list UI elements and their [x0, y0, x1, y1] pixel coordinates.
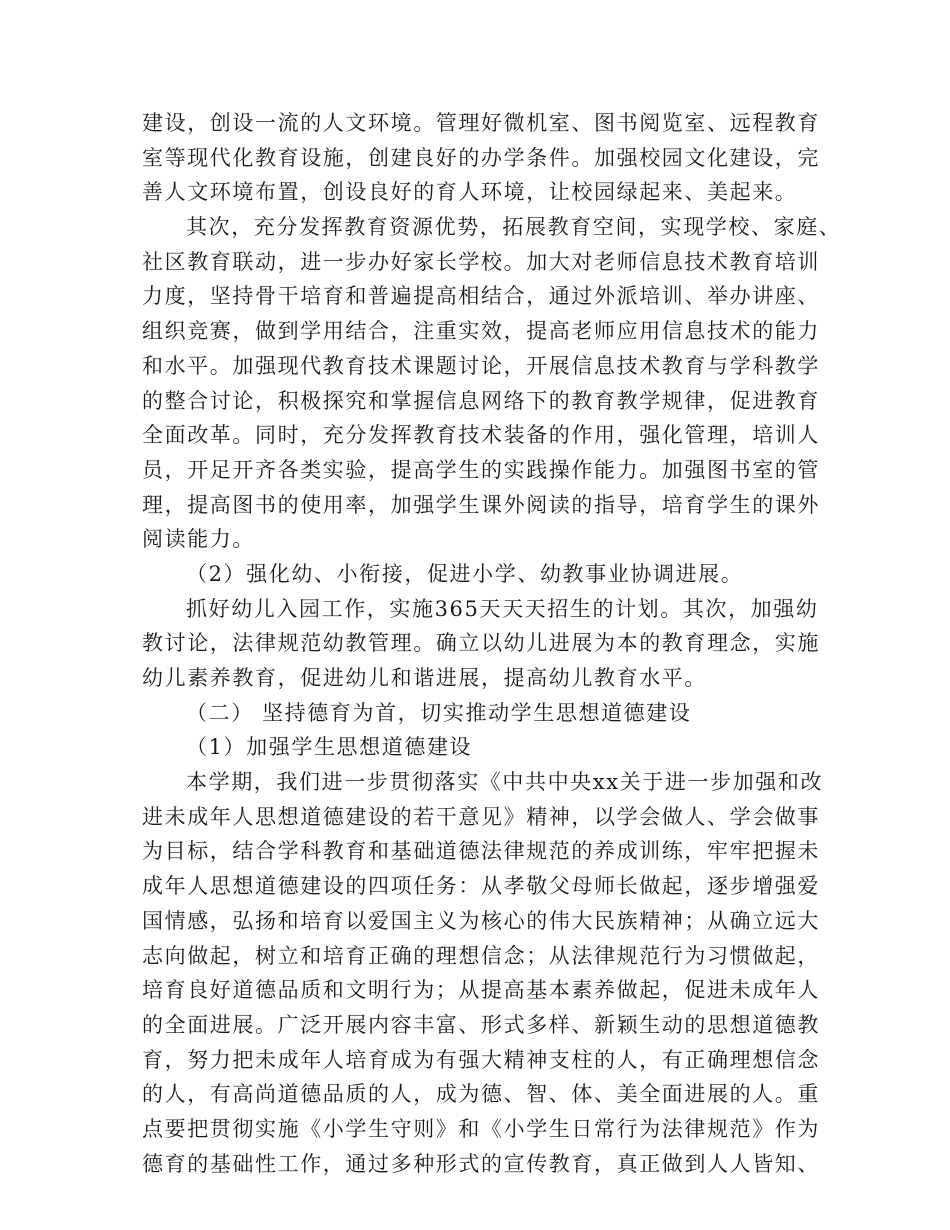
- text-line: 教讨论，法律规范幼教管理。确立以幼儿进展为本的教育理念，实施: [142, 631, 820, 656]
- text-line: 为目标，结合学科教育和基础道德法律规范的养成训练，牢牢把握未: [142, 839, 820, 864]
- text-line: （2）强化幼、小衔接，促进小学、幼教事业协调进展。: [186, 561, 744, 586]
- text-line: 全面改革。同时，充分发挥教育技术装备的作用，强化管理，培训人: [142, 423, 820, 448]
- text-line: 和水平。加强现代教育技术课题讨论，开展信息技术教育与学科教学: [142, 353, 820, 378]
- text-line: 阅读能力。: [142, 527, 255, 552]
- text-line: 的人，有高尚道德品质的人，成为德、智、体、美全面进展的人。重: [142, 1082, 820, 1107]
- text-line: 的整合讨论，积极探究和掌握信息网络下的教育教学规律，促进教育: [142, 388, 820, 413]
- text-line: 进未成年人思想道德建设的若干意见》精神，以学会做人、学会做事: [142, 804, 820, 829]
- text-line: 育，努力把未成年人培育成为有强大精神支柱的人，有正确理想信念: [142, 1047, 820, 1072]
- text-line: 理，提高图书的使用率，加强学生课外阅读的指导，培育学生的课外: [142, 492, 820, 517]
- text-line: 培育良好道德品质和文明行为；从提高基本素养做起，促进未成年人: [142, 978, 820, 1003]
- text-line: 其次，充分发挥教育资源优势，拓展教育空间，实现学校、家庭、: [186, 215, 842, 240]
- text-line: 国情感，弘扬和培育以爱国主义为核心的伟大民族精神；从确立远大: [142, 908, 820, 933]
- document-body: [142, 106, 842, 1181]
- text-line: 建设，创设一流的人文环境。管理好微机室、图书阅览室、远程教育: [142, 111, 820, 135]
- text-line: 抓好幼儿入园工作，实施365天天天招生的计划。其次，加强幼: [186, 596, 819, 621]
- text-line: 善人文环境布置，创设良好的育人环境，让校园绿起来、美起来。: [142, 180, 798, 205]
- text-line: 社区教育联动，进一步办好家长学校。加大对老师信息技术教育培训: [142, 249, 820, 274]
- text-line: 组织竞赛，做到学用结合，注重实效，提高老师应用信息技术的能力: [142, 319, 820, 344]
- text-line: 室等现代化教育设施，创建良好的办学条件。加强校园文化建设，完: [142, 145, 820, 170]
- text-line: 点要把贯彻实施《小学生守则》和《小学生日常行为法律规范》作为: [142, 1116, 820, 1141]
- text-line: 本学期，我们进一步贯彻落实《中共中央xx关于进一步加强和改: [186, 770, 824, 795]
- text-line: （1）加强学生思想道德建设: [186, 735, 473, 760]
- text-line: 的全面进展。广泛开展内容丰富、形式多样、新颖生动的思想道德教: [142, 1012, 820, 1037]
- text-line: 员，开足开齐各类实验，提高学生的实践操作能力。加强图书室的管: [142, 457, 820, 482]
- text-line: 德育的基础性工作，通过多种形式的宣传教育，真正做到人人皆知、: [142, 1151, 820, 1176]
- text-line: 幼儿素养教育，促进幼儿和谐进展，提高幼儿教育水平。: [142, 666, 707, 690]
- text-line: （二） 坚持德育为首，切实推动学生思想道德建设: [186, 700, 692, 725]
- text-line: 志向做起，树立和培育正确的理想信念；从法律规范行为习惯做起，: [142, 943, 820, 968]
- text-line: 力度，坚持骨干培育和普遍提高相结合，通过外派培训、举办讲座、: [142, 284, 820, 309]
- text-line: 成年人思想道德建设的四项任务：从孝敬父母师长做起，逐步增强爱: [142, 874, 820, 899]
